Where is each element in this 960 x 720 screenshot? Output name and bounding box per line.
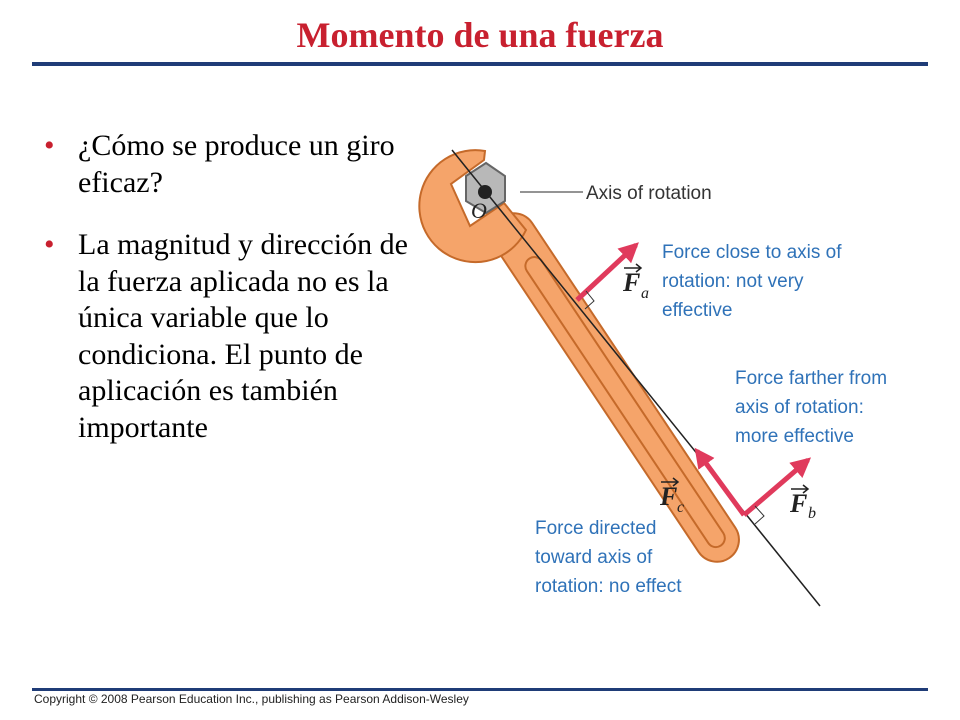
force-c-subscript: c	[677, 499, 685, 516]
bullet-text: ¿Cómo se produce un giro eficaz?	[78, 129, 395, 199]
force-c-caption-line3: rotation: no effect	[535, 576, 682, 597]
force-c-caption-line2: toward axis of	[535, 547, 653, 568]
force-b-subscript: b	[808, 505, 816, 522]
force-b-symbol: F	[790, 489, 808, 518]
slide-title: Momento de una fuerza	[296, 15, 664, 55]
pivot-point	[478, 185, 492, 199]
force-a-symbol: F	[623, 268, 641, 297]
bullet-marker: •	[44, 129, 55, 162]
force-b-caption-line1: Force farther from	[735, 368, 888, 389]
force-a-caption-line1: Force close to axis of	[662, 242, 842, 263]
force-a-caption-line3: effective	[662, 300, 733, 321]
pivot-label: O	[471, 198, 487, 223]
force-c-caption-line1: Force directed	[535, 518, 657, 539]
force-b-caption-line2: axis of rotation:	[735, 397, 864, 418]
bullet-text: La magnitud y dirección de la fuerza aplicada no es la única variable que lo condiciona. El punto de aplicación es también importante	[78, 228, 408, 444]
force-b-right-angle	[755, 506, 764, 524]
force-a-caption-line2: rotation: not very	[662, 271, 804, 292]
force-a-subscript: a	[641, 285, 649, 302]
bullet-marker: •	[44, 228, 55, 261]
copyright-footer: Copyright © 2008 Pearson Education Inc., publishing as Pearson Addison-Wesley	[34, 692, 469, 706]
force-b-caption-line3: more effective	[735, 426, 854, 447]
axis-of-rotation-label: Axis of rotation	[586, 183, 712, 204]
force-c-symbol: F	[660, 482, 678, 511]
footer-divider	[32, 688, 928, 691]
